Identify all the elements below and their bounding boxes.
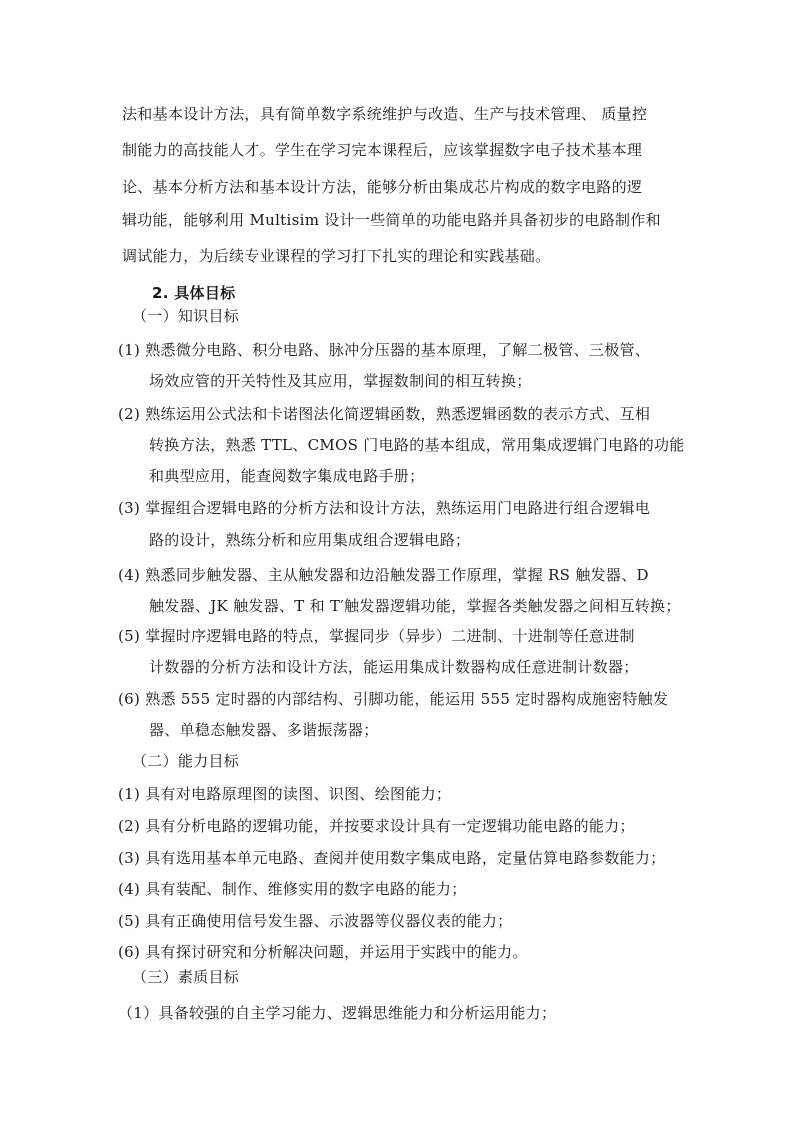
intro-line-4: 辑功能，能够利用 Multisim 设计一些简单的功能电路并具备初步的电路制作和 [122,211,661,229]
intro-line-5: 调试能力，为后续专业课程的学习打下扎实的理论和实践基础。 [122,247,551,265]
knowledge-line: 触发器、JK 触发器、T 和 T′触发器逻辑功能，掌握各类触发器之间相互转换； [149,597,681,615]
quality-title: （三）素质目标 [132,968,240,986]
intro-line-3: 论、基本分析方法和基本设计方法，能够分析由集成芯片构成的数字电路的逻 [122,178,643,196]
ability-line: (5) 具有正确使用信号发生器、示波器等仪器仪表的能力； [118,912,513,930]
knowledge-line: (5) 掌握时序逻辑电路的特点，掌握同步（异步）二进制、十进制等任意进制 [118,627,635,645]
ability-line: (3) 具有选用基本单元电路、查阅并使用数字集成电路，定量估算电路参数能力； [118,849,666,867]
ability-line: (1) 具有对电路原理图的读图、识图、绘图能力； [118,785,452,803]
ability-line: (4) 具有装配、制作、维修实用的数字电路的能力； [118,880,467,898]
knowledge-line: (4) 熟悉同步触发器、主从触发器和边沿触发器工作原理，掌握 RS 触发器、D [118,566,649,584]
knowledge-line: 路的设计，熟练分析和应用集成组合逻辑电路； [149,531,471,549]
knowledge-line: 计数器的分析方法和设计方法，能运用集成计数器构成任意进制计数器； [149,658,639,676]
quality-line: （1）具备较强的自主学习能力、逻辑思维能力和分析运用能力； [118,1004,557,1022]
knowledge-title: （一）知识目标 [132,307,240,325]
knowledge-line: (6) 熟悉 555 定时器的内部结构、引脚功能，能运用 555 定时器构成施密特触发 [118,690,669,708]
section-heading: 2. 具体目标 [152,284,236,302]
intro-line-2: 制能力的高技能人才。学生在学习完本课程后，应该掌握数字电子技术基本理 [122,141,643,159]
knowledge-line: 和典型应用，能查阅数字集成电路手册； [149,467,425,485]
intro-line-1: 法和基本设计方法，具有简单数字系统维护与改造、生产与技术管理、 质量控 [122,105,648,123]
ability-line: (6) 具有探讨研究和分析解决问题，并运用于实践中的能力。 [118,943,528,961]
knowledge-line: 场效应管的开关特性及其应用，掌握数制间的相互转换； [149,372,532,390]
knowledge-line: (1) 熟悉微分电路、积分电路、脉冲分压器的基本原理，了解二极管、三极管、 [118,341,651,359]
ability-line: (2) 具有分析电路的逻辑功能，并按要求设计具有一定逻辑功能电路的能力； [118,817,635,835]
knowledge-line: (3) 掌握组合逻辑电路的分析方法和设计方法，熟练运用门电路进行组合逻辑电 [118,499,651,517]
knowledge-line: 转换方法，熟悉 TTL、CMOS 门电路的基本组成，常用集成逻辑门电路的功能 [149,436,685,454]
ability-title: （二）能力目标 [132,752,240,770]
knowledge-line: 器、单稳态触发器、多谐振荡器； [149,721,379,739]
knowledge-line: (2) 熟练运用公式法和卡诺图法化简逻辑函数，熟悉逻辑函数的表示方式、互相 [118,405,651,423]
